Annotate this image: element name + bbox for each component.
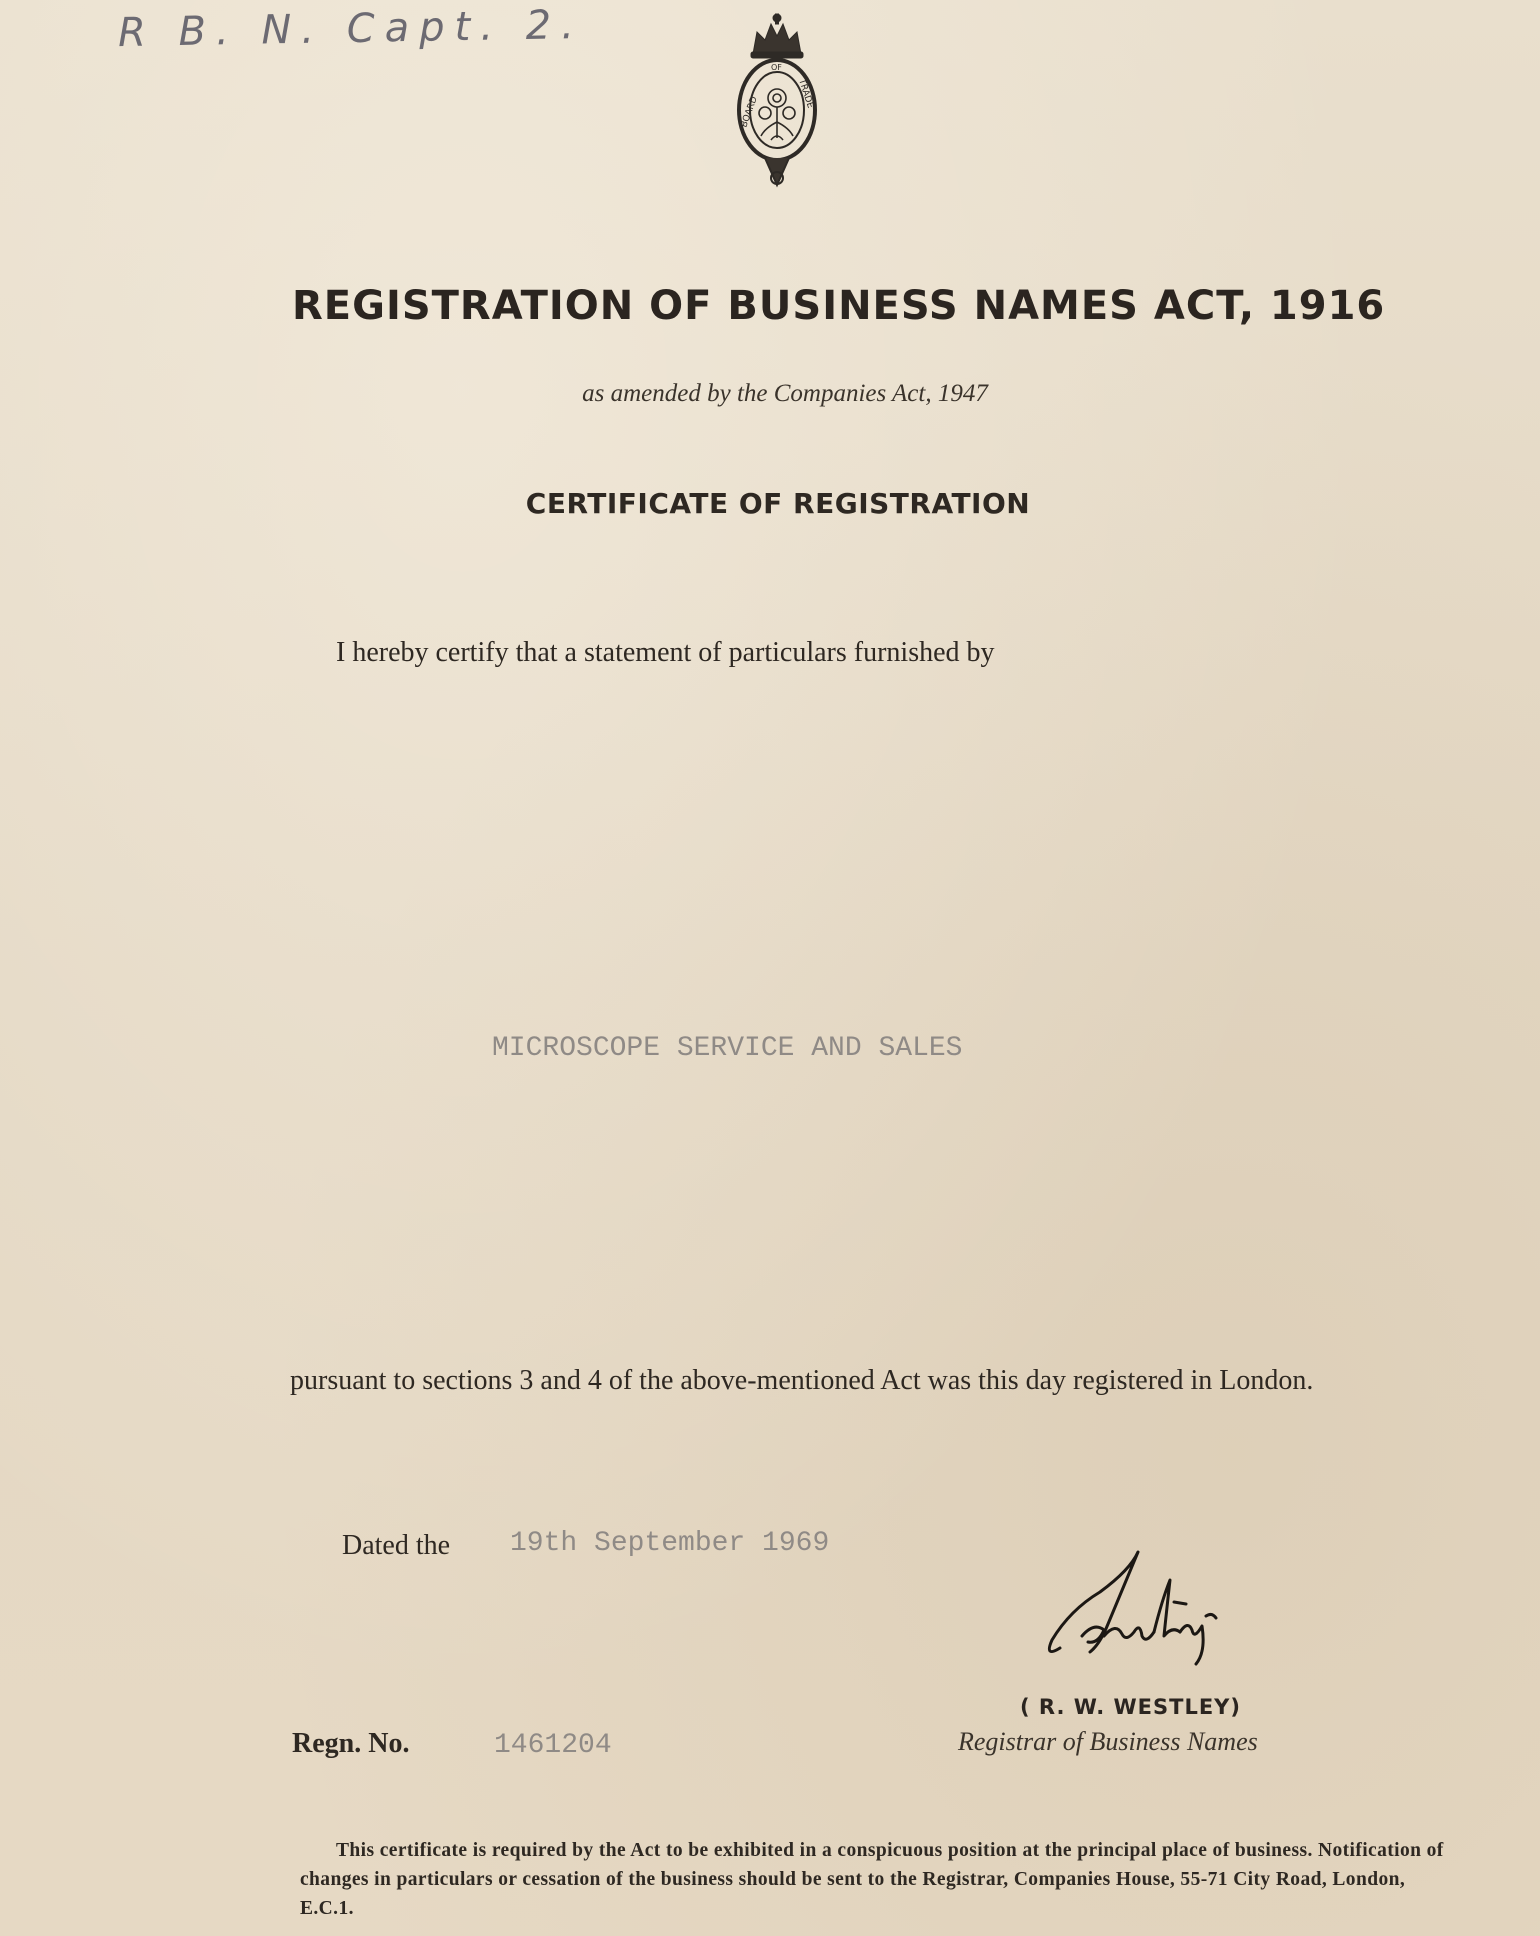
- registrar-name: ( R. W. WESTLEY): [1020, 1695, 1241, 1719]
- registration-number-label: Regn. No.: [292, 1728, 410, 1759]
- business-name: MICROSCOPE SERVICE AND SALES: [492, 1033, 963, 1064]
- certify-statement: I hereby certify that a statement of particulars furnished by: [336, 637, 995, 668]
- registrar-title: Registrar of Business Names: [958, 1727, 1258, 1756]
- registration-number-value: 1461204: [494, 1730, 612, 1761]
- dated-label: Dated the: [342, 1530, 451, 1561]
- crest-text-right: TRADE: [796, 77, 815, 110]
- crest-text-top: OF: [771, 63, 782, 72]
- act-subtitle: as amended by the Companies Act, 1947: [582, 380, 988, 407]
- registrar-signature: [1030, 1540, 1240, 1670]
- pursuant-statement: pursuant to sections 3 and 4 of the above-mentioned Act was this day registered in London.: [290, 1365, 1314, 1396]
- board-of-trade-crest-icon: [727, 10, 827, 200]
- dated-value: 19th September 1969: [510, 1528, 830, 1559]
- handwritten-note: R B. N. Capt. 2.: [117, 1, 585, 57]
- footer-note-text: This certificate is required by the Act to be exhibited in a conspicuous position at the principal place of business. Notification of changes in particulars or cessation of the business should be sent to the Registrar, Companies House, 55-71 City Road, London, E.C.1.: [300, 1840, 1444, 1919]
- act-title: REGISTRATION OF BUSINESS NAMES ACT, 1916: [292, 283, 1386, 329]
- footer-note: [300, 1836, 1450, 1923]
- crest-text-left: BOARD: [739, 95, 760, 130]
- certificate-title: CERTIFICATE OF REGISTRATION: [525, 487, 1031, 520]
